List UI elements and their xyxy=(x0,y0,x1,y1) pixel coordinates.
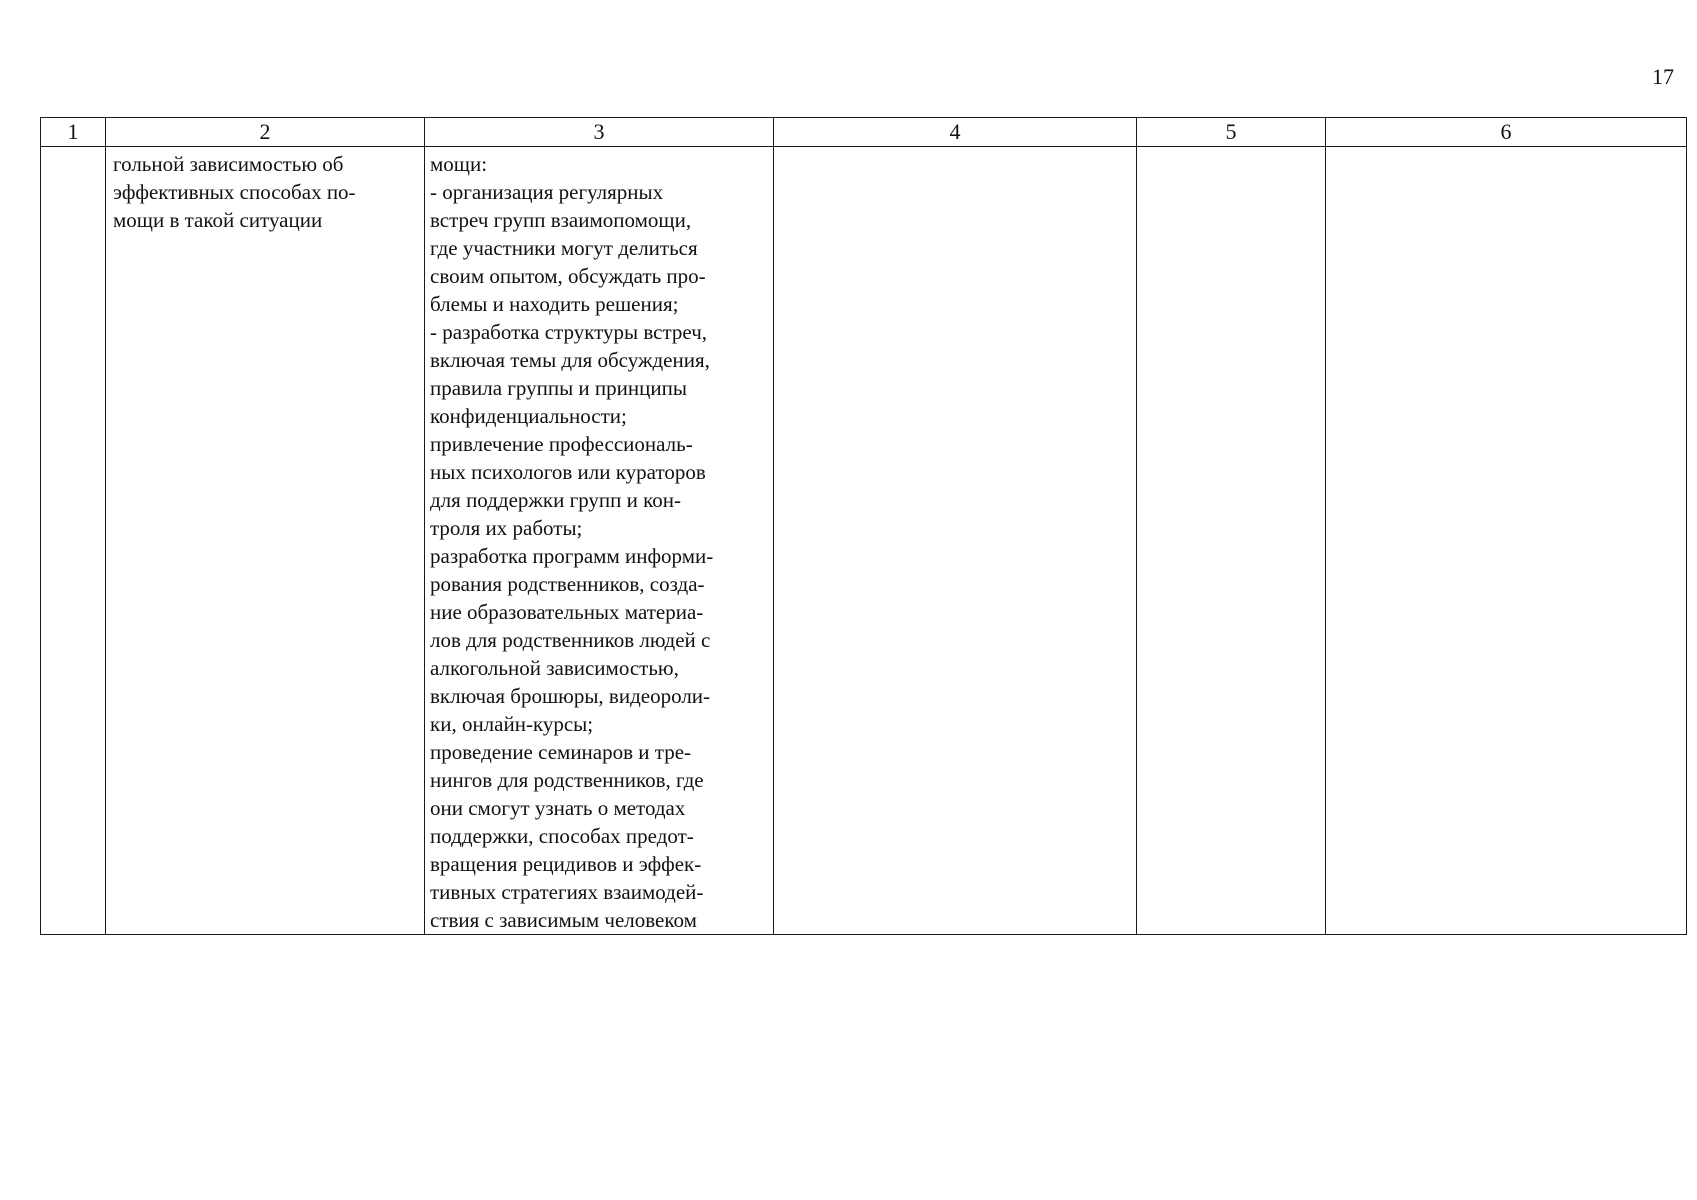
text-line: конфиденциальности; xyxy=(430,404,627,428)
document-table xyxy=(40,117,1687,935)
column-header-2: 2 xyxy=(106,118,425,147)
text-line: где участники могут делиться xyxy=(430,236,698,260)
cell-col5 xyxy=(1137,147,1326,935)
text-line: разработка программ информи- xyxy=(430,544,714,568)
text-line: алкогольной зависимостью, xyxy=(430,656,679,680)
cell-col2 xyxy=(106,147,425,935)
text-line: - организация регулярных xyxy=(430,180,664,204)
text-line: поддержки, способах предот- xyxy=(430,824,694,848)
text-line: проведение семинаров и тре- xyxy=(430,740,692,764)
column-header-5: 5 xyxy=(1137,118,1326,147)
text-line: встреч групп взаимопомощи, xyxy=(430,208,692,232)
column-header-4: 4 xyxy=(774,118,1137,147)
page-number: 17 xyxy=(1652,64,1674,89)
text-line: ние образовательных материа- xyxy=(430,600,704,624)
text-line: вращения рецидивов и эффек- xyxy=(430,852,702,876)
cell-col6 xyxy=(1326,147,1687,935)
text-line: - разработка структуры встреч, xyxy=(430,320,708,344)
column-header-1: 1 xyxy=(41,118,106,147)
text-line: блемы и находить решения; xyxy=(430,292,679,316)
column-header-6: 6 xyxy=(1326,118,1687,147)
text-line: они смогут узнать о методах xyxy=(430,796,686,820)
text-line: рования родственников, созда- xyxy=(430,572,705,596)
text-line: для поддержки групп и кон- xyxy=(430,488,682,512)
text-line: привлечение профессиональ- xyxy=(430,432,693,456)
cell-col1 xyxy=(41,147,106,935)
cell-col3-text xyxy=(425,147,773,934)
text-line: троля их работы; xyxy=(430,516,583,540)
text-line: лов для родственников людей с xyxy=(430,628,711,652)
text-line: включая темы для обсуждения, xyxy=(430,348,710,372)
text-line: правила группы и принципы xyxy=(430,376,687,400)
cell-col2-text xyxy=(106,147,424,234)
text-line: тивных стратегиях взаимодей- xyxy=(430,880,704,904)
cell-col4 xyxy=(774,147,1137,935)
text-line: мощи: xyxy=(430,152,488,176)
text-line: нингов для родственников, где xyxy=(430,768,704,792)
text-line: мощи в такой ситуации xyxy=(113,208,323,232)
text-line: гольной зависимостью об xyxy=(113,152,344,176)
text-line: ных психологов или кураторов xyxy=(430,460,706,484)
table-header-row xyxy=(41,118,1687,147)
text-line: эффективных способах по- xyxy=(113,180,356,204)
cell-col3 xyxy=(425,147,774,935)
text-line: ки, онлайн-курсы; xyxy=(430,712,594,736)
text-line: включая брошюры, видеороли- xyxy=(430,684,711,708)
text-line: своим опытом, обсуждать про- xyxy=(430,264,706,288)
text-line: ствия с зависимым человеком xyxy=(430,908,697,932)
column-header-3: 3 xyxy=(425,118,774,147)
table-row xyxy=(41,147,1687,935)
